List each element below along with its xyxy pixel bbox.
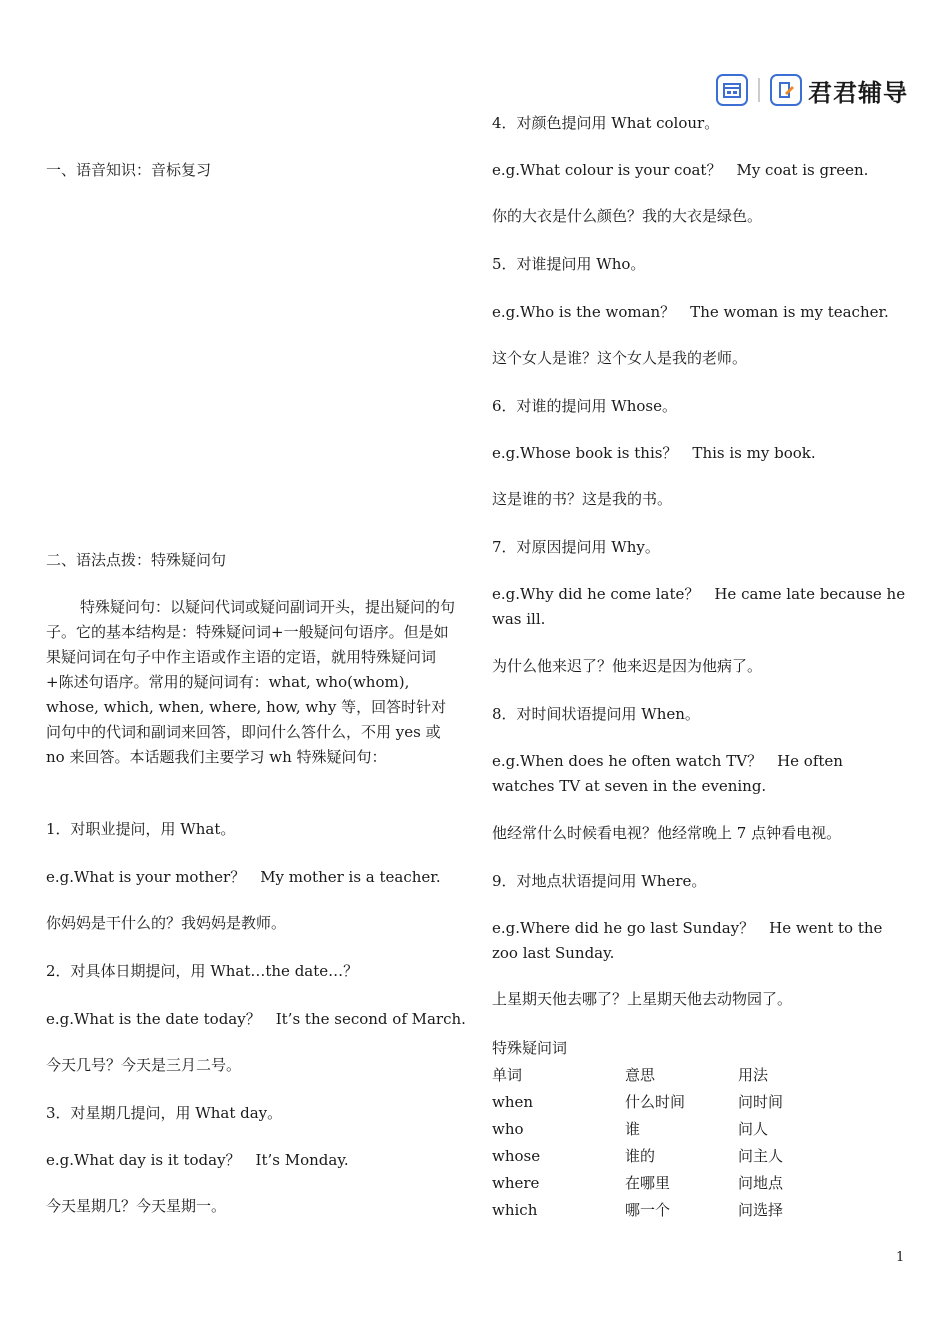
section-heading-phonetics: 一、语音知识：音标复习 [46, 161, 212, 179]
rule-9: 9．对地点状语提问用 Where。 [492, 872, 707, 890]
example-8: e.g.When does he often watch TV？ He often watches TV at seven in the evening. [492, 752, 843, 795]
example-9: e.g.Where did he go last Sunday？ He went to the zoo last Sunday. [492, 919, 883, 962]
table-header-usage: 用法 [738, 1066, 769, 1084]
example-6: e.g.Whose book is this？ This is my book. [492, 444, 816, 462]
table-cell-usage: 问时间 [738, 1093, 784, 1111]
translation-2: 今天几号？今天是三月二号。 [46, 1056, 242, 1074]
table-cell-usage: 问人 [738, 1120, 769, 1138]
rule-3: 3．对星期几提问，用 What day。 [46, 1104, 283, 1122]
translation-7: 为什么他来迟了？他来迟是因为他病了。 [492, 657, 763, 675]
table-cell-word: when [492, 1093, 534, 1111]
rule-4: 4．对颜色提问用 What colour。 [492, 114, 720, 132]
translation-5: 这个女人是谁？这个女人是我的老师。 [492, 349, 748, 367]
table-header-row [492, 1062, 838, 1089]
logo-divider [758, 78, 760, 102]
table-row [492, 1197, 838, 1224]
table-header-meaning: 意思 [625, 1066, 656, 1084]
example-5: e.g.Who is the woman？ The woman is my teacher. [492, 303, 889, 321]
brand-name: 君君辅导 [808, 78, 908, 107]
edit-icon [770, 74, 802, 106]
table-row [492, 1116, 838, 1143]
example-7: e.g.Why did he come late？ He came late because he was ill. [492, 585, 906, 628]
translation-4: 你的大衣是什么颜色？我的大衣是绿色。 [492, 207, 763, 225]
table-cell-meaning: 在哪里 [625, 1174, 671, 1192]
table-cell-word: which [492, 1201, 538, 1219]
table-row [492, 1143, 838, 1170]
table-cell-meaning: 谁 [625, 1120, 641, 1138]
translation-1: 你妈妈是干什么的？我妈妈是教师。 [46, 914, 287, 932]
example-3: e.g.What day is it today？ It’s Monday. [46, 1151, 349, 1169]
rule-1: 1．对职业提问，用 What。 [46, 820, 236, 838]
table-cell-word: who [492, 1120, 524, 1138]
rule-7: 7．对原因提问用 Why。 [492, 538, 660, 556]
rule-5: 5．对谁提问用 Who。 [492, 255, 646, 273]
table-cell-meaning: 什么时间 [625, 1093, 686, 1111]
table-row [492, 1170, 838, 1197]
translation-6: 这是谁的书？这是我的书。 [492, 490, 673, 508]
table-cell-word: whose [492, 1147, 541, 1165]
rule-8: 8．对时间状语提问用 When。 [492, 705, 700, 723]
table-cell-usage: 问选择 [738, 1201, 784, 1219]
table-row [492, 1089, 838, 1116]
translation-3: 今天星期几？今天星期一。 [46, 1197, 227, 1215]
translation-9: 上星期天他去哪了？上星期天他去动物园了。 [492, 990, 793, 1008]
table-title: 特殊疑问词 [492, 1039, 568, 1057]
question-word-table [492, 1035, 838, 1224]
rule-2: 2．对具体日期提问，用 What…the date…？ [46, 962, 359, 980]
example-2: e.g.What is the date today？ It’s the second of March. [46, 1010, 466, 1028]
calendar-icon [716, 74, 748, 106]
intro-paragraph: 特殊疑问句：以疑问代词或疑问副词开头，提出疑问的句子。它的基本结构是：特殊疑问词+一般疑问句语序。但是如果疑问词在句子中作主语或作主语的定语，就用特殊疑问词+陈述句语序。常用的疑问词有：what, who(whom), whose, which, when, where, how, why 等，回答时针对问句中的代词和副词来回答，即问什么答什么，不用 yes 或 no 来回答。本话题我们主要学习 wh 特殊疑问句： [46, 598, 456, 766]
table-cell-meaning: 谁的 [625, 1147, 656, 1165]
page-number: 1 [896, 1250, 905, 1265]
table-cell-usage: 问主人 [738, 1147, 784, 1165]
table-cell-word: where [492, 1174, 540, 1192]
rule-6: 6．对谁的提问用 Whose。 [492, 397, 677, 415]
example-1: e.g.What is your mother？ My mother is a teacher. [46, 868, 441, 886]
brand-logo [716, 70, 916, 110]
table-header-word: 单词 [492, 1066, 523, 1084]
translation-8: 他经常什么时候看电视？他经常晚上 7 点钟看电视。 [492, 824, 842, 842]
table-cell-usage: 问地点 [738, 1174, 784, 1192]
example-4: e.g.What colour is your coat？ My coat is green. [492, 161, 869, 179]
table-cell-meaning: 哪一个 [625, 1201, 671, 1219]
section-heading-grammar: 二、语法点拨：特殊疑问句 [46, 551, 227, 569]
